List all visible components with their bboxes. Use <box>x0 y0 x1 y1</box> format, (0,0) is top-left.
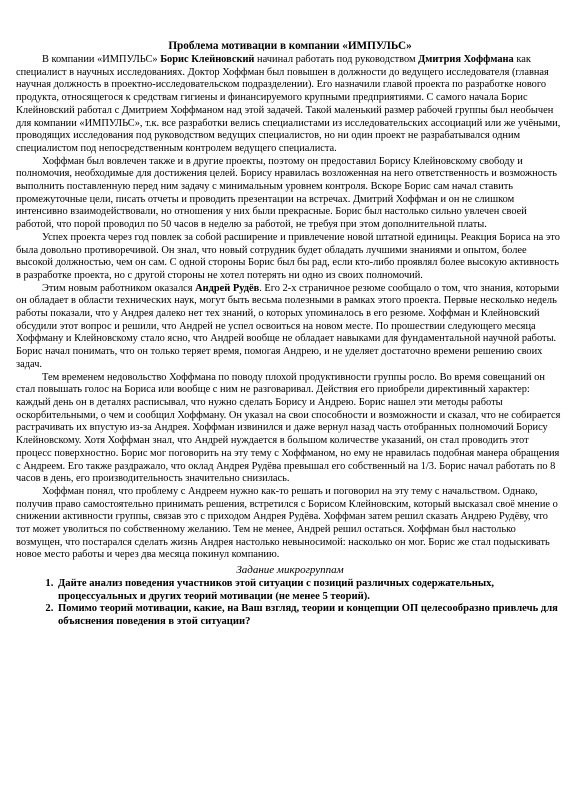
tasks-list <box>16 578 564 628</box>
paragraph-1-mid: начинал работать под руководством <box>254 54 419 65</box>
task-item: 1. Дайте анализ поведения участников этой ситуации с позиций различных содержательных, процессуальных и других теорий мотивации (не менее 5 теорий). <box>56 578 564 603</box>
paragraph-3: Успех проекта через год повлек за собой расширение и привлечение новой штатной единицы. Реакция Бориса на это была довольно противоречивой. Он знал, что новый сотрудник будет обладать лучшими знаниями и опытом, более высокой должностью, чем он сам. С одной стороны Борис был бы рад, если кто-либо проявлял более высокую активность в разработке проекта, но с другой стороны не хотел потерять ни одно из своих полномочий. <box>16 231 560 281</box>
name-andrey: Андрей Рудёв <box>195 282 260 294</box>
paragraph-1-rest: как специалист в научных исследованиях. Доктор Хоффман был повышен в должности до ведущего исследователя (главная научная должность в проектно-исследовательском подразделении). Его назначили главой проекта по разработке нового продукта, относящегося к средствам гигиены и финансируемого крупными предприятиями. С самого начала Борис Клейновский работал с Дмитрием Хоффманом над этой задачей. Такой маленький размер рабочей группы был необычен для компании «ИМПУЛЬС», т.к. все разработки велись специалистами из исследовательских ассоциаций или же учёными, проводящих исследования под руководством ведущих специалистов, но ни один проект не разрабатывался одним специалистом под непосредственным контролем ведущего специалиста. <box>16 54 561 154</box>
name-dmitry: Дмитрия Хоффмана <box>418 54 514 65</box>
paragraph-4-lead: Этим новым работником оказался <box>42 282 196 294</box>
paragraph-1-lead: В компании «ИМПУЛЬС» <box>42 54 161 65</box>
paragraph-2: Хоффман был вовлечен также и в другие проекты, поэтому он предоставил Борису Клейновскому свободу и полномочия, необходимые для достижения целей. Борису нравилась возложенная на него ответственность и возможность выполнить поставленную перед ним задачу с минимальным уровнем контроля. Вскоре Борис сам начал ставить промежуточные цели, писать отчеты и проводить презентации на встречах. Дмитрий Хоффман и он не слишком интенсивно взаимодействовали, но отношения у них были прекрасные. Борис был настолько сильно увлечен своей работой, что порой проводил по 50 часов в неделю за работой, не требуя при этом дополнительной платы. <box>16 155 558 231</box>
paragraph-4 <box>16 283 564 372</box>
paragraph-5: Тем временем недовольство Хоффмана по поводу плохой продуктивности группы росло. Во время совещаний он стал повышать голос на Бориса или вообще с ним не разговаривал. Действия его приобрели директивный характер: каждый день он в деталях расписывал, что нужно сделать Борису и Андрею. Борис нашел эти методы работы оскорбительными, о чем и сообщил Хоффману. Он указал на свои способности и возможности и сказал, что не собирается растрачивать их впустую из-за Андрея. Хоффман извинился и даже вернул назад часть отобранных полномочий Борису Клейновскому. Хотя Хоффман знал, что Андрей нуждается в большом количестве указаний, он стал проводить этот процесс поверхностно. Борис мог поговорить на эту тему с Хоффманом, но ему не нравилась подобная манера обращения с Андреем. Его также раздражало, что оклад Андрея Рудёва превышал его собственный на 1/3. Борис начал работать по 8 часов в день, его производительность значительно снизилась. <box>16 371 561 485</box>
paragraph-1 <box>16 54 564 156</box>
paragraph-4-rest: . Его 2-х страничное резюме сообщало о том, что знания, которыми он обладает в области технических наук, могут быть весьма полезными в рамках этого проекта. Первые несколько недель работы показали, что у Андрея далеко нет тех знаний, о которых упоминалось в его резюме. Хоффман и Клейновский обсудили этот вопрос и решили, что Андрей не успел освоиться на новом месте. По прошествии следующего месяца Хоффману и Клейновскому стало ясно, что Андрей вообще не обладает навыками для фундаментальной научной работы. Борис начал понимать, что он только теряет время, помогая Андрею, и не уделяет достаточно времени решению своих задач. <box>16 282 560 370</box>
tasks-heading: Задание микрогруппам <box>236 564 344 577</box>
paragraph-6: Хоффман понял, что проблему с Андреем нужно как-то решать и поговорил на эту тему с начальством. Однако, получив право самостоятельно принимать решения, встретился с Борисом Клейновским, который высказал своё мнение о снижении активности группы, связав это с приходом Андрея Рудёва. Хоффман затем решил сказать Андрею Рудёву, что тот может уволиться по собственному желанию. Тем не менее, Андрей решил остаться. Хоффман был настолько возмущен, что постарался сделать жизнь Андрея настолько невыносимой: насколько он мог. Борис же стал подыскивать новое место работы и через два месяца покинул компанию. <box>16 485 558 561</box>
name-boris: Борис Клейновский <box>160 54 255 65</box>
document-title: Проблема мотивации в компании «ИМПУЛЬС» <box>168 40 412 52</box>
task-item: 2. Помимо теорий мотивации, какие, на Ваш взгляд, теории и концепции ОП целесообразно привлечь для объяснения поведения в этой ситуации? <box>56 603 564 628</box>
